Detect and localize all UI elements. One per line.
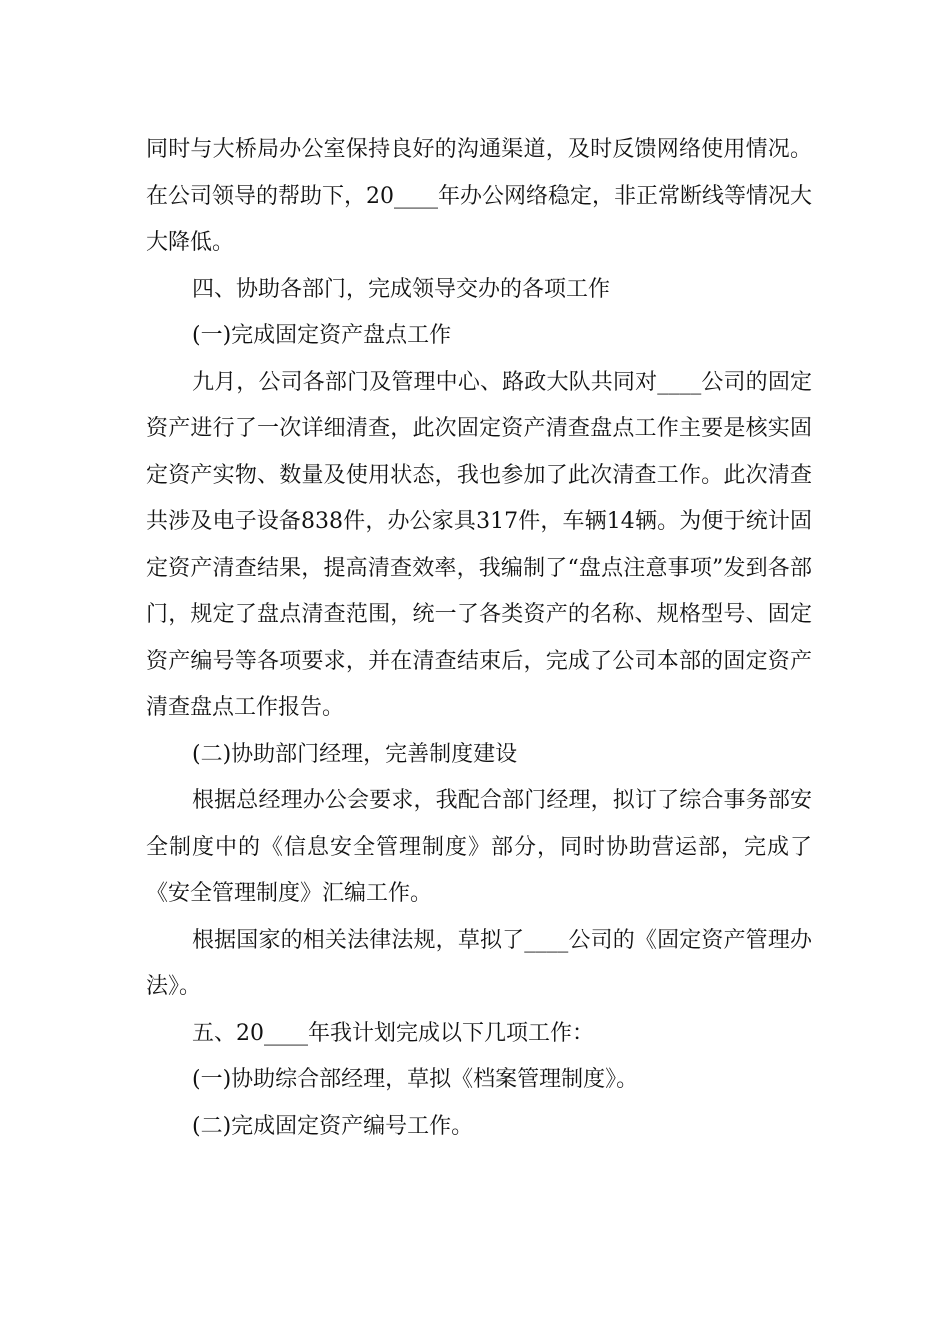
section-heading-five: 五、20____年我计划完成以下几项工作： — [192, 1020, 594, 1046]
section-heading-four: 四、协助各部门，完成领导交办的各项工作 — [192, 276, 611, 302]
subheading-system-building: (二)协助部门经理，完善制度建设 — [192, 741, 518, 767]
plan-item-archive-rules: (一)协助综合部经理，草拟《档案管理制度》。 — [192, 1067, 639, 1092]
plan-item-asset-numbering: (二)完成固定资产编号工作。 — [192, 1113, 474, 1139]
paragraph-asset-inventory: 九月，公司各部门及管理中心、路政大队共同对____公司的固定资产进行了一次详细清查，此次固定资产清查盘点工作主要是核实固定资产实物、数量及使用状态，我也参加了此次清查工作。此次清查共涉及电子设备838件，办公家具317件，车辆14辆。为便于统计固定资产清查结果，提高清查效率，我编制了“盘点注意事项”发到各部门，规定了盘点清查范围，统一了各类资产的名称、规格型号、固定资产编号等各项要求，并在清查结束后，完成了公司本部的固定资产清查盘点工作报告。 — [146, 369, 812, 720]
document-body — [146, 127, 812, 1150]
paragraph-network-continuation: 同时与大桥局办公室保持良好的沟通渠道，及时反馈网络使用情况。在公司领导的帮助下，20____年办公网络稳定，非正常断线等情况大大降低。 — [146, 137, 812, 255]
subheading-asset-inventory: (一)完成固定资产盘点工作 — [192, 323, 452, 348]
paragraph-asset-management-rules: 根据国家的相关法律法规，草拟了____公司的《固定资产管理办法》。 — [146, 927, 812, 999]
paragraph-safety-regulations: 根据总经理办公会要求，我配合部门经理，拟订了综合事务部安全制度中的《信息安全管理制度》部分，同时协助营运部，完成了《安全管理制度》汇编工作。 — [146, 788, 812, 906]
